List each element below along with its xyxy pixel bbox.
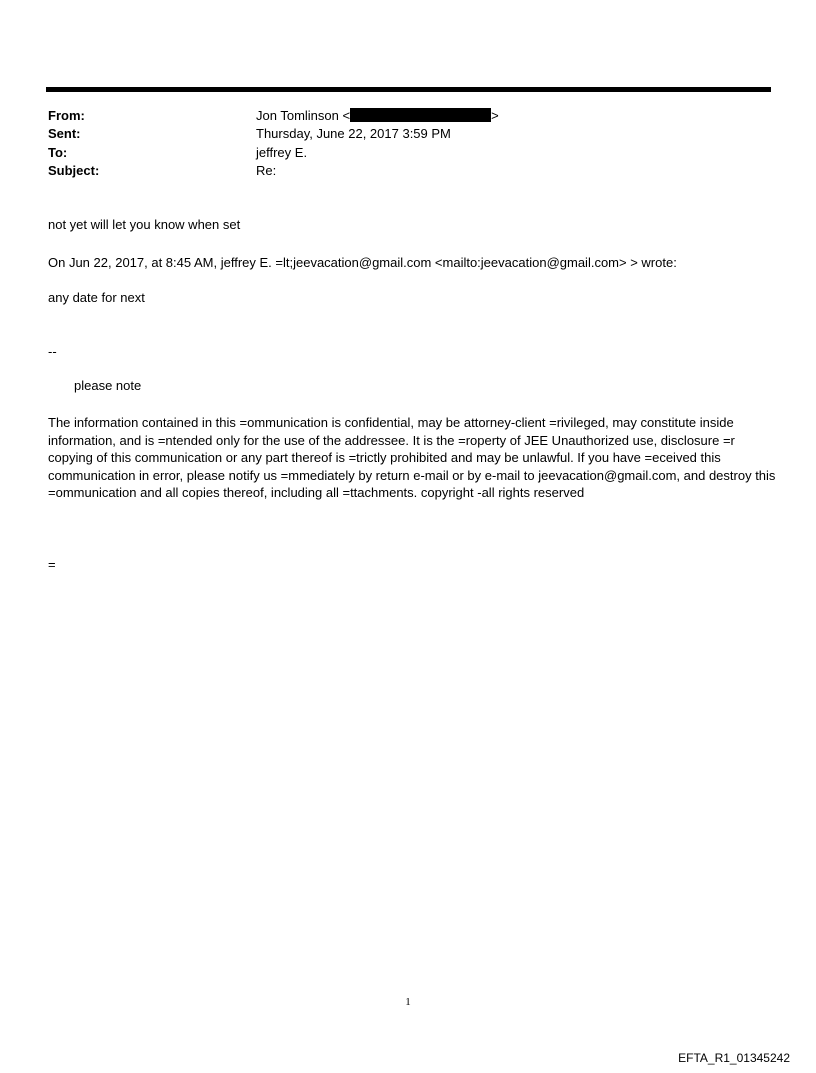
subject-value: Re: [256, 163, 277, 178]
sent-value: Thursday, June 22, 2017 3:59 PM [256, 126, 451, 141]
redaction-box [350, 108, 491, 122]
to-label: To: [48, 145, 68, 160]
signature-separator: -- [48, 344, 57, 359]
disclaimer-paragraph: The information contained in this =ommunication is confidential, may be attorney-client =rivileged, may constitute inside information, and is =ntended only for the use of the addressee. It is the =roperty of JEE Unauthorized use, disclosure =r copying of this communication or any part thereof is =trictly prohibited and may be unlawful. If you have =eceived this communication in error, please notify us =mmediately by return e-mail or by e-mail to jeevacation@gmail.com, and destroy this =ommunication and all copies thereof, including all =ttachments. copyright -all rights reserved [48, 415, 776, 500]
from-value [256, 108, 499, 123]
from-label: From: [48, 108, 85, 123]
page-number: 1 [405, 996, 411, 1008]
trailing-char: = [48, 557, 56, 572]
quoted-text: any date for next [48, 290, 145, 305]
sent-label: Sent: [48, 126, 81, 141]
please-note: please note [74, 378, 142, 393]
quote-intro: On Jun 22, 2017, at 8:45 AM, jeffrey E. =lt;jeevacation@gmail.com <mailto:jeevacation@gmail.com> > wrote: [48, 255, 677, 270]
reply-line: not yet will let you know when set [48, 217, 241, 232]
from-name: Jon Tomlinson < [256, 108, 351, 123]
subject-label: Subject: [48, 163, 100, 178]
header-rule [46, 87, 771, 92]
to-value: jeffrey E. [256, 145, 308, 160]
from-suffix: > [491, 108, 499, 123]
document-id: EFTA_R1_01345242 [678, 1051, 790, 1065]
